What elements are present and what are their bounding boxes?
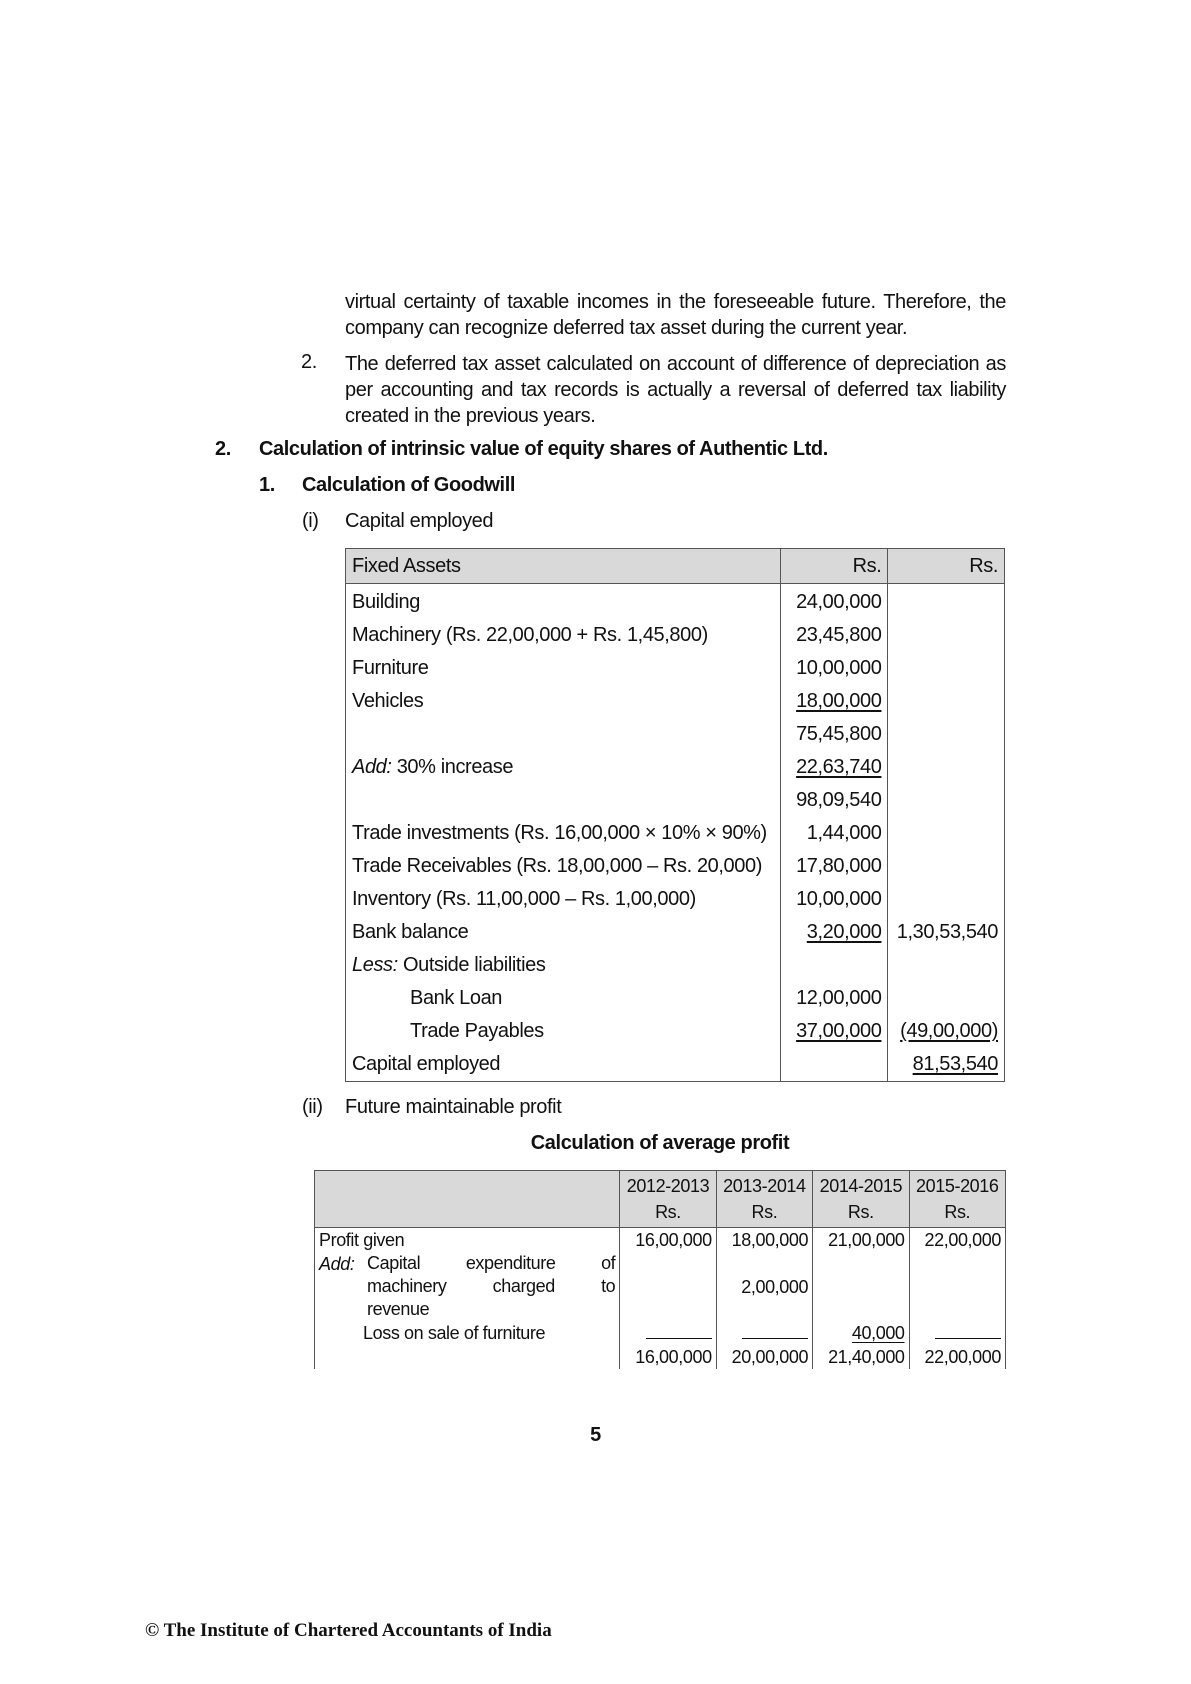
header-year [909, 1171, 1005, 1228]
capex-line-3: revenue [367, 1299, 430, 1319]
part-i-number: (i) [302, 510, 319, 532]
item-2-line-3: created in the previous years. [345, 405, 596, 427]
header-year [620, 1171, 716, 1228]
year-label: 2013-2014 [723, 1176, 806, 1196]
header-rs-2: Rs. [888, 549, 1005, 584]
table-row [346, 883, 1005, 916]
table-row [346, 817, 1005, 850]
item-2-paragraph [345, 351, 1006, 429]
sub-1-number: 1. [259, 474, 275, 496]
part-ii-number: (ii) [302, 1096, 323, 1118]
row-total: 16,00,000 [620, 1345, 716, 1369]
table-row [346, 916, 1005, 949]
row-amount: 17,80,000 [781, 850, 888, 883]
row-value [716, 1321, 812, 1345]
row-amount: 18,00,000 [796, 690, 882, 712]
table-header-row [315, 1171, 1006, 1228]
table-row [315, 1345, 1006, 1369]
row-label: Trade Payables [346, 1015, 781, 1048]
row-total [888, 982, 1005, 1015]
table-row [346, 718, 1005, 751]
row-total [888, 584, 1005, 620]
row-value [813, 1321, 909, 1345]
table-row [346, 652, 1005, 685]
header-year [813, 1171, 909, 1228]
row-label: Profit given [315, 1228, 620, 1253]
row-total [888, 718, 1005, 751]
row-label: Loss on sale of furniture [315, 1321, 620, 1345]
row-label-prefix: Less: [352, 954, 398, 976]
row-value [909, 1321, 1005, 1345]
item-2-line-2: per accounting and tax records is actually a reversal of deferred tax liability [345, 379, 1006, 401]
header-rs-1: Rs. [781, 549, 888, 584]
row-value: 2,00,000 [716, 1252, 812, 1321]
row-label [315, 1345, 620, 1369]
year-label: 2014-2015 [819, 1176, 903, 1196]
capital-employed-table [345, 548, 1005, 1082]
row-amount: 23,45,800 [781, 619, 888, 652]
row-label: Trade Receivables (Rs. 18,00,000 – Rs. 20,000) [346, 850, 781, 883]
row-total [888, 850, 1005, 883]
row-value [620, 1321, 716, 1345]
row-amount: 12,00,000 [781, 982, 888, 1015]
intro-line-1: virtual certainty of taxable incomes in the foreseeable future. Therefore, the [345, 291, 1006, 313]
row-amount: 98,09,540 [781, 784, 888, 817]
table-row [346, 1048, 1005, 1082]
row-label: Bank balance [346, 916, 781, 949]
row-label [346, 718, 781, 751]
table-row [315, 1228, 1006, 1253]
row-label [346, 784, 781, 817]
row-value: 18,00,000 [716, 1228, 812, 1253]
header-year [716, 1171, 812, 1228]
row-label: Machinery (Rs. 22,00,000 + Rs. 1,45,800) [346, 619, 781, 652]
item-2-line-1: The deferred tax asset calculated on account of difference of depreciation as [345, 353, 1006, 375]
row-total [888, 817, 1005, 850]
intro-paragraph [345, 289, 1006, 341]
row-amount: 37,00,000 [796, 1020, 882, 1042]
row-total: (49,00,000) [900, 1020, 998, 1042]
table-row [346, 982, 1005, 1015]
item-2-number: 2. [301, 351, 317, 373]
table-row [346, 1015, 1005, 1048]
table-row [346, 619, 1005, 652]
row-total [888, 652, 1005, 685]
row-label: Inventory (Rs. 11,00,000 – Rs. 1,00,000) [346, 883, 781, 916]
row-amount [781, 949, 888, 982]
row-value [909, 1252, 1005, 1321]
row-value [620, 1252, 716, 1321]
loss-value: 40,000 [851, 1323, 905, 1343]
table-row [346, 584, 1005, 620]
row-total [888, 784, 1005, 817]
row-total [888, 751, 1005, 784]
row-amount: 10,00,000 [781, 883, 888, 916]
table-row [346, 685, 1005, 718]
table-row [346, 751, 1005, 784]
row-total [888, 619, 1005, 652]
header-blank [315, 1171, 620, 1228]
year-label: 2012-2013 [626, 1176, 710, 1196]
row-amount [781, 1048, 888, 1082]
row-total [888, 883, 1005, 916]
add-label: Add: [319, 1254, 355, 1274]
unit-label: Rs. [847, 1202, 874, 1222]
row-amount: 1,44,000 [781, 817, 888, 850]
part-i-title: Capital employed [345, 510, 494, 532]
table-row [346, 850, 1005, 883]
table-row [346, 949, 1005, 982]
section-2-number: 2. [215, 438, 231, 460]
capex-line-1: Capital expenditure of [367, 1253, 616, 1273]
row-total [888, 685, 1005, 718]
header-fixed-assets: Fixed Assets [346, 549, 781, 584]
unit-label: Rs. [751, 1202, 778, 1222]
row-value: 21,00,000 [813, 1228, 909, 1253]
intro-line-2: company can recognize deferred tax asset during the current year. [345, 317, 908, 339]
table-header-row [346, 549, 1005, 584]
average-profit-table [314, 1170, 1006, 1369]
row-amount: 3,20,000 [806, 921, 882, 943]
page-number: 5 [590, 1424, 601, 1446]
row-amount: 24,00,000 [781, 584, 888, 620]
row-label: Bank Loan [346, 982, 781, 1015]
table-row [315, 1252, 1006, 1321]
row-label: Furniture [346, 652, 781, 685]
row-label-text: 30% increase [391, 756, 514, 778]
row-label [346, 751, 781, 784]
row-total: 81,53,540 [912, 1053, 998, 1075]
table-row [315, 1321, 1006, 1345]
row-label [346, 949, 781, 982]
row-value [813, 1252, 909, 1321]
row-total: 21,40,000 [813, 1345, 909, 1369]
row-total: 22,00,000 [909, 1345, 1005, 1369]
row-value: 16,00,000 [620, 1228, 716, 1253]
row-total: 20,00,000 [716, 1345, 812, 1369]
footer-copyright: © The Institute of Chartered Accountants of India [145, 1620, 552, 1641]
part-ii-title: Future maintainable profit [345, 1096, 562, 1118]
row-label: Trade investments (Rs. 16,00,000 × 10% × 90%) [346, 817, 781, 850]
row-amount: 75,45,800 [781, 718, 888, 751]
row-label: Capital employed [346, 1048, 781, 1082]
row-label [315, 1252, 620, 1321]
year-label: 2015-2016 [916, 1176, 999, 1196]
row-label-text: Outside liabilities [397, 954, 546, 976]
row-amount: 22,63,740 [796, 756, 882, 778]
row-label: Vehicles [346, 685, 781, 718]
capex-line-2: machinery charged to [367, 1276, 616, 1296]
row-total [888, 949, 1005, 982]
row-label: Building [346, 584, 781, 620]
sub-1-title: Calculation of Goodwill [302, 474, 516, 496]
section-2-title: Calculation of intrinsic value of equity shares of Authentic Ltd. [259, 438, 828, 460]
row-value: 22,00,000 [909, 1228, 1005, 1253]
avg-profit-title: Calculation of average profit [530, 1132, 790, 1154]
table-row [346, 784, 1005, 817]
row-total: 1,30,53,540 [888, 916, 1005, 949]
row-label-prefix: Add: [352, 756, 392, 778]
row-amount: 10,00,000 [781, 652, 888, 685]
unit-label: Rs. [655, 1202, 681, 1222]
unit-label: Rs. [944, 1202, 971, 1222]
